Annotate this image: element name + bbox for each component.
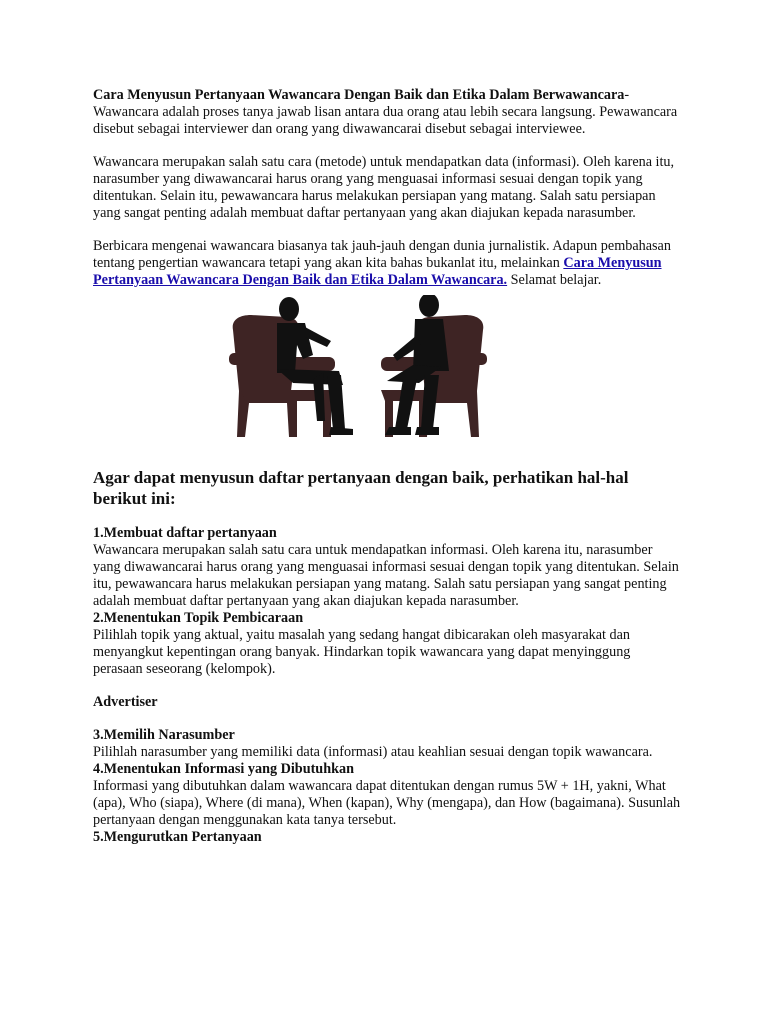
intro-paragraph bbox=[93, 87, 683, 138]
step-2-title: 2.Menentukan Topik Pembicaraan bbox=[93, 610, 304, 626]
paragraph-3-text: Berbicara mengenai wawancara biasanya tak jauh-jauh dengan dunia jurnalistik. Adapun pembahasan tentang pengertian wawancara tetapi yang akan kita bahas bukanlat itu, melainkan bbox=[93, 238, 671, 271]
step-3-text: Pilihlah narasumber yang memiliki data (informasi) atau keahlian sesuai dengan topik wawancara. bbox=[93, 744, 653, 760]
paragraph-3-after: Selamat belajar. bbox=[507, 272, 602, 288]
step-1-title: 1.Membuat daftar pertanyaan bbox=[93, 525, 277, 541]
document-page bbox=[93, 87, 683, 846]
step-5-title: 5.Mengurutkan Pertanyaan bbox=[93, 829, 262, 845]
section-heading: Agar dapat menyusun daftar pertanyaan dengan baik, perhatikan hal-hal berikut ini: bbox=[93, 468, 629, 508]
step-3-title: 3.Memilih Narasumber bbox=[93, 727, 235, 743]
intro-text: -Wawancara adalah proses tanya jawab lisan antara dua orang atau lebih secara langsung. Pewawancara disebut sebagai interviewer dan orang yang diwawancarai disebut sebagai interviewee. bbox=[93, 87, 678, 137]
step-1-text: Wawancara merupakan salah satu cara untuk mendapatkan informasi. Oleh karena itu, narasumber yang diwawancarai harus orang yang menguasai informasi sesuai dengan topik yang ditentukan. Selain itu, pewawancara harus melakukan persiapan yang matang. Salah satu persiapan yang sangat penting adalah membuat daftar pertanyaan yang akan diajukan kepada narasumber. bbox=[93, 542, 679, 609]
paragraph-3 bbox=[93, 238, 683, 289]
step-2-text: Pilihlah topik yang aktual, yaitu masalah yang sedang hangat dibicarakan oleh masyarakat dan menyangkut kepentingan orang banyak. Hindarkan topik wawancara yang dapat menyinggung perasaan seseorang (kelompok). bbox=[93, 627, 631, 677]
intro-title: Cara Menyusun Pertanyaan Wawancara Dengan Baik dan Etika Dalam Berwawancara bbox=[93, 87, 625, 103]
article-link[interactable]: Cara Menyusun Pertanyaan Wawancara Dengan Baik dan Etika Dalam Wawancara. bbox=[93, 255, 662, 288]
step-4-title: 4.Menentukan Informasi yang Dibutuhkan bbox=[93, 761, 354, 777]
step-4-text: Informasi yang dibutuhkan dalam wawancara dapat ditentukan dengan rumus 5W + 1H, yakni, What (apa), Who (siapa), Where (di mana), When (kapan), Why (mengapa), dan How (bagaimana). Susunlah pertanyaan dengan menggunakan kata tanya tersebut. bbox=[93, 778, 681, 828]
paragraph-2: Wawancara merupakan salah satu cara (metode) untuk mendapatkan data (informasi). Oleh karena itu, narasumber yang diwawancarai harus orang yang menguasai informasi sesuai dengan topik yang ditentukan. Selain itu, pewawancara harus melakukan persiapan yang matang. Salah satu persiapan yang sangat penting adalah membuat daftar pertanyaan yang akan diajukan kepada narasumber. bbox=[93, 154, 675, 221]
advertiser-label: Advertiser bbox=[93, 694, 158, 710]
interview-illustration bbox=[227, 295, 489, 445]
